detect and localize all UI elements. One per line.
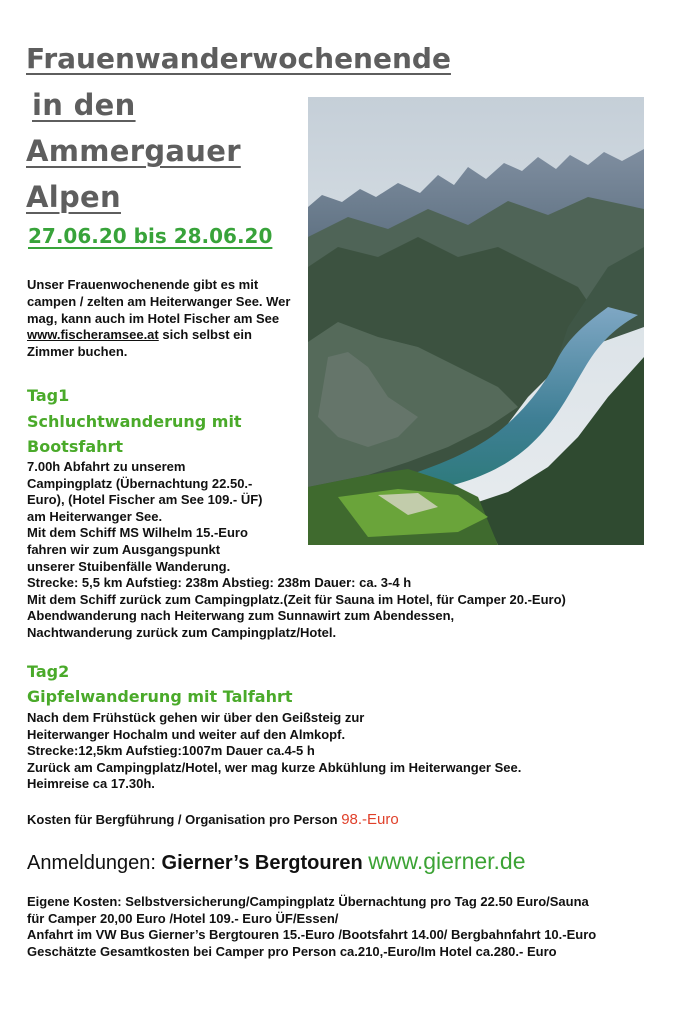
- tag1-line: Campingplatz (Übernachtung 22.50.-: [27, 475, 253, 491]
- hotel-website-link[interactable]: www.fischeramsee.at: [27, 327, 159, 343]
- tag2-subtitle: Gipfelwanderung mit Talfahrt: [27, 687, 293, 706]
- tag1-line: unserer Stuibenfälle Wanderung.: [27, 558, 231, 574]
- registration-company: Gierner’s Bergtouren: [161, 852, 369, 874]
- own-costs-line: Geschätzte Gesamtkosten bei Camper pro Person ca.210,-Euro/Im Hotel ca.280.- Euro: [27, 943, 557, 959]
- tag1-line: Mit dem Schiff zurück zum Campingplatz.(Zeit für Sauna im Hotel, für Camper 20.-Euro): [27, 591, 566, 607]
- tag2-line: Heiterwanger Hochalm und weiter auf den Almkopf.: [27, 726, 346, 742]
- tag1-line: 7.00h Abfahrt zu unserem: [27, 459, 186, 474]
- title-line-4: Alpen: [26, 180, 121, 214]
- tag2-line: Heimreise ca 17.30h.: [27, 776, 155, 792]
- registration-label: Anmeldungen:: [27, 852, 162, 874]
- tag1-heading: Tag1: [27, 386, 70, 405]
- tag1-line: am Heiterwanger See.: [27, 508, 163, 524]
- tag1-line: Nachtwanderung zurück zum Campingplatz/Hotel.: [27, 624, 337, 640]
- guide-cost-price: 98.-Euro: [341, 811, 399, 828]
- title-line-1: Frauenwanderwochenende: [26, 42, 451, 75]
- own-costs-line: Eigene Kosten: Selbstversicherung/Campingplatz Übernachtung pro Tag 22.50 Euro/Sauna: [27, 894, 589, 909]
- title-line-3: Ammergauer: [26, 134, 241, 168]
- tag1-line: fahren wir zum Ausgangspunkt: [27, 541, 221, 557]
- tag1-line: Euro), (Hotel Fischer am See 109.- ÜF): [27, 492, 263, 508]
- intro-text-2: sich selbst ein Zimmer buchen.: [27, 327, 252, 360]
- own-costs-line: für Camper 20,00 Euro /Hotel 109.- Euro ÜF/Essen/: [27, 910, 339, 926]
- registration: [27, 848, 526, 875]
- tag2-description: [27, 710, 521, 793]
- tag1-line: Strecke: 5,5 km Aufstieg: 238m Abstieg: 238m Dauer: ca. 3-4 h: [27, 575, 412, 591]
- tag2-line: Zurück am Campingplatz/Hotel, wer mag kurze Abkühlung im Heiterwanger See.: [27, 759, 522, 775]
- tag1-subtitle-line-1: Schluchtwanderung mit: [27, 412, 242, 431]
- guide-cost: [27, 811, 399, 828]
- registration-website-link[interactable]: www.gierner.de: [368, 848, 526, 874]
- tag2-line: Nach dem Frühstück gehen wir über den Geißsteig zur: [27, 710, 365, 725]
- title-line-2: in den: [32, 88, 136, 122]
- guide-cost-label: Kosten für Bergführung / Organisation pro Person: [27, 812, 342, 827]
- tag1-subtitle-line-2: Bootsfahrt: [27, 437, 124, 456]
- tag2-line: Strecke:12,5km Aufstieg:1007m Dauer ca.4-5 h: [27, 743, 315, 759]
- intro-paragraph: [27, 277, 297, 361]
- tag2-heading: Tag2: [27, 662, 70, 681]
- own-costs: [27, 894, 596, 960]
- own-costs-line: Anfahrt im VW Bus Gierner’s Bergtouren 15.-Euro /Bootsfahrt 14.00/ Bergbahnfahrt 10.-Euro: [27, 927, 597, 943]
- tag1-line: Abendwanderung nach Heiterwang zum Sunnawirt zum Abendessen,: [27, 608, 455, 624]
- intro-text-1: Unser Frauenwochenende gibt es mit campen / zelten am Heiterwanger See. Wer mag, kann auch im Hotel Fischer am See: [27, 277, 291, 326]
- tag1-line: Mit dem Schiff MS Wilhelm 15.-Euro: [27, 525, 248, 541]
- tag1-description: [27, 459, 566, 642]
- event-dates: 27.06.20 bis 28.06.20: [28, 224, 273, 248]
